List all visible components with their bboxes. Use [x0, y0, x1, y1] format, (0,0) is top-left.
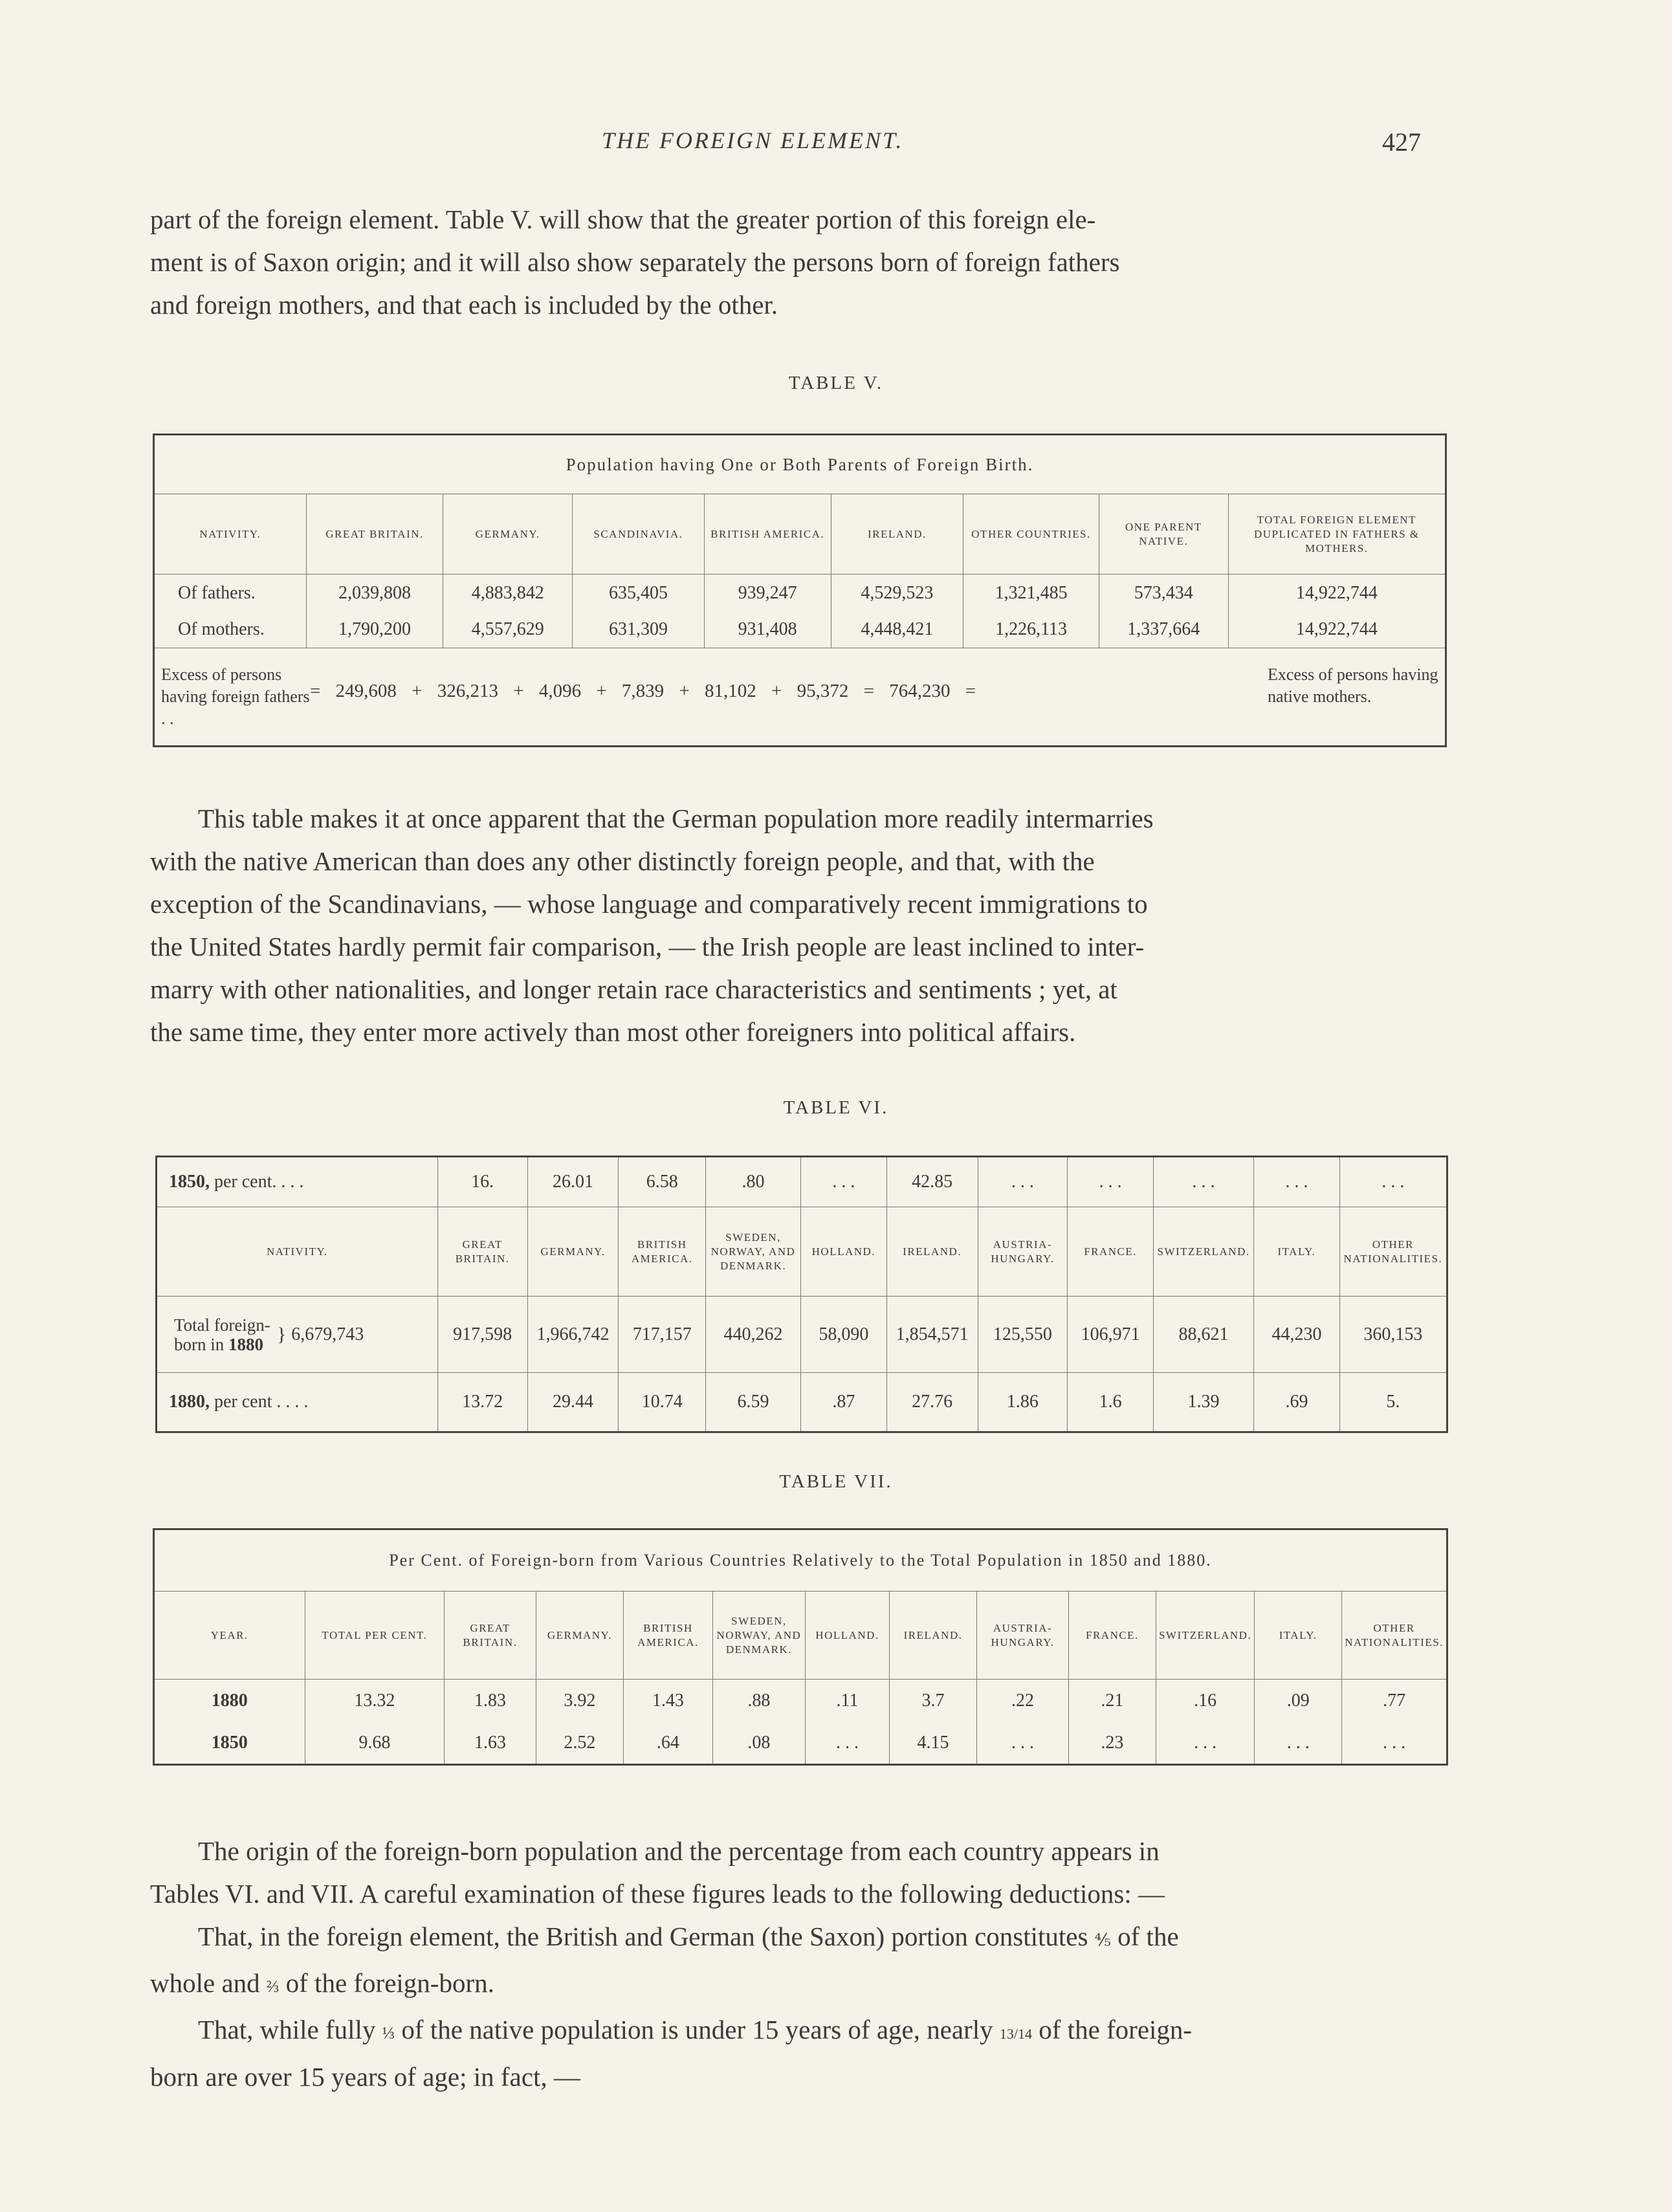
table-cell: 4,557,629	[443, 612, 573, 648]
row-label-line2: born in	[174, 1334, 225, 1354]
fraction: 13/14	[999, 2026, 1033, 2042]
table-cell: 106,971	[1068, 1297, 1154, 1373]
table-cell: 44,230	[1254, 1297, 1340, 1373]
table-row	[154, 612, 1446, 648]
text-span: whole and	[150, 1968, 260, 1998]
text-span: of the	[1117, 1922, 1179, 1951]
table-cell: 573,434	[1099, 575, 1228, 612]
excess-left-label: Excess of persons having foreign fathers . .	[161, 665, 310, 728]
table-6	[155, 1155, 1448, 1433]
text-span: That, in the foreign element, the British and German (the Saxon) portion constitutes	[198, 1922, 1088, 1951]
column-header: BRITISH AMERICA.	[704, 494, 831, 575]
table-cell: .23	[1068, 1722, 1156, 1765]
table-5-title: Population having One or Both Parents of Foreign Birth.	[154, 435, 1446, 494]
table-cell: 26.01	[527, 1157, 619, 1207]
column-header: FRANCE.	[1068, 1592, 1156, 1680]
table-cell: 1.63	[445, 1722, 536, 1765]
table-cell: 6.59	[706, 1373, 801, 1432]
column-header: SWITZERLAND.	[1156, 1592, 1255, 1680]
fraction: ⅘	[1094, 1931, 1111, 1949]
table-cell: 42.85	[886, 1157, 978, 1207]
table-cell: 1.6	[1068, 1373, 1154, 1432]
row-year: 1880,	[169, 1392, 210, 1412]
excess-equation: = 249,608 + 326,213 + 4,096 + 7,839 + 81,102 + 95,372 = 764,230 =	[310, 681, 976, 701]
column-header: ITALY.	[1254, 1207, 1340, 1297]
text-line: born are over 15 years of age; in fact, —	[150, 2062, 580, 2092]
table-cell: .22	[977, 1680, 1068, 1722]
table-cell: 27.76	[886, 1373, 978, 1432]
text-line: This table makes it at once apparent that the German population more readily intermarries	[198, 804, 1154, 833]
text-line	[150, 2008, 1444, 2055]
table-cell: 9.68	[305, 1722, 445, 1765]
table-cell: .69	[1254, 1373, 1340, 1432]
table-cell: .64	[624, 1722, 712, 1765]
text-line	[150, 1962, 1444, 2008]
table-cell: 631,309	[573, 612, 705, 648]
column-header: ONE PARENT NATIVE.	[1099, 494, 1228, 575]
row-year: 1850	[154, 1722, 305, 1765]
table-cell: 440,262	[706, 1297, 801, 1373]
column-header: IRELAND.	[886, 1207, 978, 1297]
column-header: HOLLAND.	[801, 1207, 887, 1297]
column-header: GERMANY.	[443, 494, 573, 575]
table-cell: 4,448,421	[831, 612, 963, 648]
table-cell: .16	[1156, 1680, 1255, 1722]
column-header: TOTAL PER CENT.	[305, 1592, 445, 1680]
column-header: BRITISH AMERICA.	[619, 1207, 706, 1297]
text-span: of the foreign-born.	[285, 1968, 494, 1998]
text-line: and foreign mothers, and that each is included by the other.	[150, 290, 778, 320]
middle-paragraph	[150, 797, 1444, 1053]
table-cell: 717,157	[619, 1297, 706, 1373]
table-row	[154, 575, 1446, 612]
column-header: YEAR.	[154, 1592, 305, 1680]
table-5	[153, 433, 1447, 747]
table-cell: 917,598	[437, 1297, 527, 1373]
table-cell: 939,247	[704, 575, 831, 612]
column-header: IRELAND.	[831, 494, 963, 575]
row-label	[157, 1373, 438, 1432]
closing-paragraph	[150, 1830, 1444, 2098]
fraction: ⅔	[266, 1977, 280, 1996]
table-cell: 1.39	[1153, 1373, 1253, 1432]
column-header: GREAT BRITAIN.	[445, 1592, 536, 1680]
table-cell: . . .	[977, 1722, 1068, 1765]
table-cell: 635,405	[573, 575, 705, 612]
table-cell: 13.72	[437, 1373, 527, 1432]
table-cell: 1,790,200	[306, 612, 443, 648]
text-line: the same time, they enter more actively than most other foreigners into political affairs.	[150, 1017, 1076, 1047]
table-cell: . . .	[801, 1157, 887, 1207]
text-line: Tables VI. and VII. A careful examination of these figures leads to the following deductions: —	[150, 1879, 1165, 1909]
column-header: OTHER COUNTRIES.	[963, 494, 1099, 575]
row-label-line1: Total foreign-	[174, 1315, 270, 1335]
table-cell: . . .	[1068, 1157, 1154, 1207]
row-label	[157, 1297, 438, 1373]
table-row	[157, 1373, 1447, 1432]
column-header: NATIVITY.	[157, 1207, 438, 1297]
table-cell: 29.44	[527, 1373, 619, 1432]
table-6-caption: TABLE VI.	[783, 1097, 889, 1118]
row-label-text: per cent . . . .	[214, 1392, 309, 1412]
table-cell: . . .	[1156, 1722, 1255, 1765]
table-cell: 1.86	[978, 1373, 1068, 1432]
column-header: NATIVITY.	[154, 494, 307, 575]
table-cell: 1,337,664	[1099, 612, 1228, 648]
brace-glyph: }	[276, 1323, 287, 1345]
table-cell: 4,529,523	[831, 575, 963, 612]
table-cell: . . .	[978, 1157, 1068, 1207]
table-cell: . . .	[1342, 1722, 1447, 1765]
table-cell: 931,408	[704, 612, 831, 648]
column-header: SWITZERLAND.	[1153, 1207, 1253, 1297]
column-header: OTHER NATIONALITIES.	[1339, 1207, 1447, 1297]
row-year: 1880	[154, 1680, 305, 1722]
intro-paragraph	[150, 198, 1444, 326]
table-cell: 2.52	[536, 1722, 624, 1765]
table-7	[153, 1528, 1448, 1766]
table-7-title: Per Cent. of Foreign-born from Various Countries Relatively to the Total Population in 1850 and 1880.	[154, 1529, 1447, 1592]
text-line: the United States hardly permit fair comparison, — the Irish people are least inclined to inter-	[150, 932, 1145, 961]
table-cell: 6.58	[619, 1157, 706, 1207]
table-7-caption: TABLE VII.	[779, 1471, 893, 1492]
table-cell: .11	[806, 1680, 890, 1722]
table-cell: 58,090	[801, 1297, 887, 1373]
table-cell: 13.32	[305, 1680, 445, 1722]
table-cell: 16.	[437, 1157, 527, 1207]
row-year: 1880	[228, 1334, 263, 1354]
table-row	[157, 1157, 1447, 1207]
column-header: GERMANY.	[527, 1207, 619, 1297]
fraction: ⅓	[382, 2024, 395, 2042]
table-cell: 125,550	[978, 1297, 1068, 1373]
table-cell: . . .	[806, 1722, 890, 1765]
table-cell: . . .	[1339, 1157, 1447, 1207]
table-cell: 360,153	[1339, 1297, 1447, 1373]
table-cell: 1,966,742	[527, 1297, 619, 1373]
table-cell: 4,883,842	[443, 575, 573, 612]
table-cell: 1.43	[624, 1680, 712, 1722]
table-cell: .09	[1255, 1680, 1342, 1722]
column-header: HOLLAND.	[806, 1592, 890, 1680]
row-label	[157, 1157, 438, 1207]
text-line: ment is of Saxon origin; and it will also show separately the persons born of foreign fathers	[150, 247, 1120, 277]
table-cell: 14,922,744	[1228, 575, 1446, 612]
table-cell: 3.7	[889, 1680, 976, 1722]
column-header: FRANCE.	[1068, 1207, 1154, 1297]
column-header: AUSTRIA-HUNGARY.	[978, 1207, 1068, 1297]
table-cell: 3.92	[536, 1680, 624, 1722]
column-header: OTHER NATIONALITIES.	[1342, 1592, 1447, 1680]
row-label: Of fathers.	[154, 575, 307, 612]
table-row	[157, 1297, 1447, 1373]
table-5-caption: TABLE V.	[788, 373, 884, 393]
text-line: with the native American than does any other distinctly foreign people, and that, with the	[150, 846, 1095, 876]
running-head	[0, 127, 1672, 166]
table-cell: 1.83	[445, 1680, 536, 1722]
column-header: AUSTRIA-HUNGARY.	[977, 1592, 1068, 1680]
column-header: BRITISH AMERICA.	[624, 1592, 712, 1680]
text-span: of the foreign-	[1039, 2015, 1193, 2044]
table-cell: . . .	[1255, 1722, 1342, 1765]
excess-right-label: Excess of persons having native mothers.	[1268, 665, 1438, 706]
table-cell: 4.15	[889, 1722, 976, 1765]
column-header: SCANDINAVIA.	[573, 494, 705, 575]
running-head-title: THE FOREIGN ELEMENT.	[602, 127, 904, 153]
text-span: That, while fully	[198, 2015, 376, 2044]
text-line: The origin of the foreign-born population and the percentage from each country appears in	[198, 1836, 1160, 1866]
row-year: 1850,	[169, 1172, 210, 1192]
total-foreign-born: 6,679,743	[291, 1324, 364, 1344]
text-line: part of the foreign element. Table V. will show that the greater portion of this foreign ele-	[150, 204, 1096, 234]
row-label-text: per cent. . . .	[214, 1172, 304, 1192]
column-header: TOTAL FOREIGN ELEMENT DUPLICATED IN FATHERS & MOTHERS.	[1228, 494, 1446, 575]
table-cell: . . .	[1254, 1157, 1340, 1207]
table-cell: 14,922,744	[1228, 612, 1446, 648]
row-label: Of mothers.	[154, 612, 307, 648]
column-header: GREAT BRITAIN.	[306, 494, 443, 575]
table-cell: 1,226,113	[963, 612, 1099, 648]
column-header: GERMANY.	[536, 1592, 624, 1680]
table-cell: .77	[1342, 1680, 1447, 1722]
table-cell: 1,854,571	[886, 1297, 978, 1373]
table-cell: 5.	[1339, 1373, 1447, 1432]
text-span: of the native population is under 15 years of age, nearly	[401, 2015, 993, 2044]
page-number: 427	[1382, 127, 1421, 157]
table-cell: . . .	[1153, 1157, 1253, 1207]
table-row	[154, 1722, 1447, 1765]
table-cell: .88	[712, 1680, 806, 1722]
text-line: marry with other nationalities, and longer retain race characteristics and sentiments ; yet, at	[150, 974, 1117, 1004]
column-header: SWEDEN, NORWAY, AND DENMARK.	[712, 1592, 806, 1680]
column-header: GREAT BRITAIN.	[437, 1207, 527, 1297]
text-line	[150, 1915, 1444, 1962]
text-line: exception of the Scandinavians, — whose language and comparatively recent immigrations to	[150, 889, 1148, 919]
table-row	[154, 1680, 1447, 1722]
table-cell: 2,039,808	[306, 575, 443, 612]
column-header: IRELAND.	[889, 1592, 976, 1680]
table-cell: .87	[801, 1373, 887, 1432]
table-cell: 1,321,485	[963, 575, 1099, 612]
column-header: SWEDEN, NORWAY, AND DENMARK.	[706, 1207, 801, 1297]
table-cell: 10.74	[619, 1373, 706, 1432]
column-header: ITALY.	[1255, 1592, 1342, 1680]
table-cell: .08	[712, 1722, 806, 1765]
excess-row	[154, 648, 1446, 747]
table-cell: 88,621	[1153, 1297, 1253, 1373]
table-cell: .80	[706, 1157, 801, 1207]
table-cell: .21	[1068, 1680, 1156, 1722]
